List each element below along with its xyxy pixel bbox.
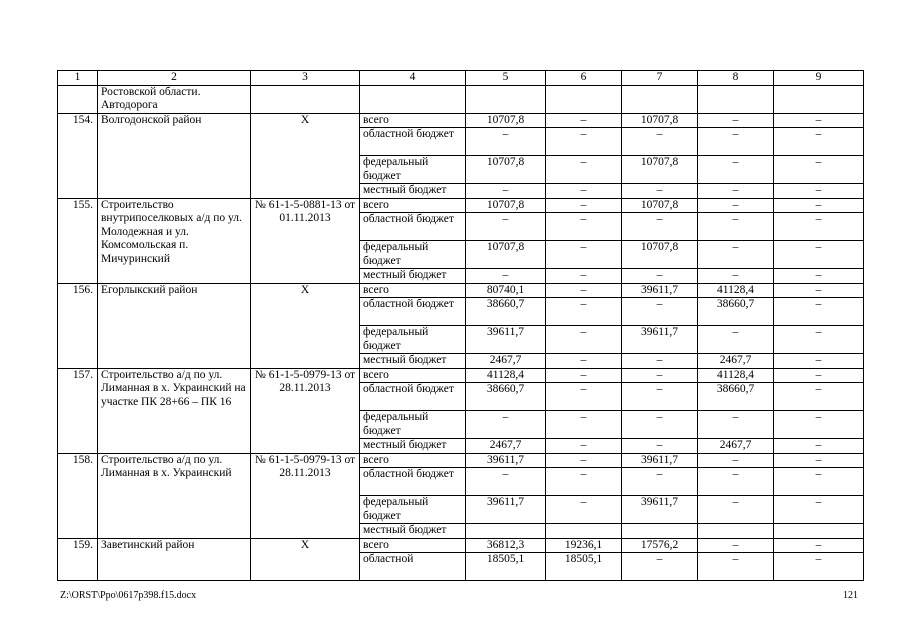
header-cell: 2 xyxy=(98,71,251,86)
budget-type-cell: областной бюджет xyxy=(360,468,466,496)
value-cell: – xyxy=(774,128,864,156)
value-cell: – xyxy=(622,184,698,199)
value-cell: 19236,1 xyxy=(546,538,622,553)
value-cell: 18505,1 xyxy=(546,553,622,581)
row-number-cell xyxy=(58,85,98,113)
value-cell xyxy=(622,85,698,113)
value-cell: – xyxy=(774,368,864,383)
value-cell: – xyxy=(546,354,622,369)
budget-type-cell: всего xyxy=(360,453,466,468)
value-cell: – xyxy=(698,453,774,468)
value-cell xyxy=(698,85,774,113)
value-cell: – xyxy=(466,213,546,241)
value-cell: – xyxy=(622,439,698,454)
value-cell: – xyxy=(774,383,864,411)
value-cell: 36812,3 xyxy=(466,538,546,553)
value-cell: – xyxy=(546,453,622,468)
value-cell: 39611,7 xyxy=(622,453,698,468)
object-name-cell: Егорлыкский район xyxy=(98,283,251,368)
doc-code-cell: Х xyxy=(251,283,360,368)
budget-type-cell: федеральный бюджет xyxy=(360,241,466,269)
table-row-intro xyxy=(58,85,864,113)
value-cell: 41128,4 xyxy=(698,283,774,298)
header-cell: 1 xyxy=(58,71,98,86)
value-cell: 39611,7 xyxy=(622,283,698,298)
value-cell: 39611,7 xyxy=(622,496,698,524)
value-cell: 18505,1 xyxy=(466,553,546,581)
table-row xyxy=(58,368,864,383)
doc-code-cell: № 61-1-5-0881-13 от 01.11.2013 xyxy=(251,198,360,283)
value-cell xyxy=(546,524,622,539)
value-cell xyxy=(622,524,698,539)
value-cell: 10707,8 xyxy=(622,156,698,184)
budget-type-cell: всего xyxy=(360,113,466,128)
value-cell: – xyxy=(622,269,698,284)
value-cell: – xyxy=(546,468,622,496)
value-cell: – xyxy=(774,198,864,213)
budget-type-cell: всего xyxy=(360,283,466,298)
header-cell: 3 xyxy=(251,71,360,86)
value-cell: 10707,8 xyxy=(466,156,546,184)
value-cell: – xyxy=(622,354,698,369)
object-name-cell: Строительство а/д по ул. Лиманная в х. Украинский на участке ПК 28+66 – ПК 16 xyxy=(98,368,251,453)
value-cell: – xyxy=(774,496,864,524)
row-number-cell: 156. xyxy=(58,283,98,368)
table-row xyxy=(58,538,864,553)
value-cell: – xyxy=(622,383,698,411)
table-row xyxy=(58,453,864,468)
value-cell: 17576,2 xyxy=(622,538,698,553)
value-cell: 38660,7 xyxy=(466,298,546,326)
value-cell: – xyxy=(774,553,864,581)
header-cell: 5 xyxy=(466,71,546,86)
row-number-cell: 154. xyxy=(58,113,98,198)
value-cell: 2467,7 xyxy=(698,354,774,369)
header-cell: 9 xyxy=(774,71,864,86)
budget-type-cell: местный бюджет xyxy=(360,439,466,454)
value-cell: – xyxy=(546,156,622,184)
value-cell: – xyxy=(546,269,622,284)
row-number-cell: 159. xyxy=(58,538,98,581)
doc-code-cell: Х xyxy=(251,113,360,198)
value-cell: – xyxy=(698,553,774,581)
row-number-cell: 157. xyxy=(58,368,98,453)
budget-type-cell: местный бюджет xyxy=(360,524,466,539)
doc-code-cell: № 61-1-5-0979-13 от 28.11.2013 xyxy=(251,368,360,453)
value-cell: – xyxy=(698,538,774,553)
value-cell: – xyxy=(698,184,774,199)
value-cell: – xyxy=(774,439,864,454)
budget-type-cell: всего xyxy=(360,198,466,213)
budget-type-cell: областной бюджет xyxy=(360,128,466,156)
table-row xyxy=(58,113,864,128)
value-cell: – xyxy=(698,128,774,156)
doc-code-cell: Х xyxy=(251,538,360,581)
value-cell: – xyxy=(546,198,622,213)
value-cell: – xyxy=(546,411,622,439)
value-cell: – xyxy=(466,411,546,439)
value-cell: – xyxy=(774,213,864,241)
value-cell: 38660,7 xyxy=(698,383,774,411)
object-name-cell: Строительство а/д по ул. Лиманная в х. Украинский xyxy=(98,453,251,538)
value-cell: – xyxy=(622,298,698,326)
header-cell: 6 xyxy=(546,71,622,86)
value-cell: – xyxy=(466,269,546,284)
value-cell: 10707,8 xyxy=(622,113,698,128)
budget-type-cell: областной бюджет xyxy=(360,298,466,326)
footer-file-path: Z:\ORST\Ppo\0617p398.f15.docx xyxy=(60,590,197,601)
value-cell: – xyxy=(774,269,864,284)
value-cell: – xyxy=(546,213,622,241)
value-cell: – xyxy=(774,156,864,184)
value-cell xyxy=(774,524,864,539)
value-cell: – xyxy=(546,298,622,326)
doc-code-cell: № 61-1-5-0979-13 от 28.11.2013 xyxy=(251,453,360,538)
value-cell: – xyxy=(698,496,774,524)
value-cell: – xyxy=(622,553,698,581)
budget-type-cell: всего xyxy=(360,368,466,383)
value-cell: 39611,7 xyxy=(466,326,546,354)
value-cell: – xyxy=(774,538,864,553)
value-cell: 39611,7 xyxy=(622,326,698,354)
budget-type-cell: федеральный бюджет xyxy=(360,326,466,354)
value-cell xyxy=(774,85,864,113)
value-cell: – xyxy=(774,411,864,439)
table-row xyxy=(58,283,864,298)
value-cell: – xyxy=(774,326,864,354)
page-number: 121 xyxy=(843,590,858,601)
value-cell: – xyxy=(698,213,774,241)
value-cell: 38660,7 xyxy=(698,298,774,326)
value-cell: 10707,8 xyxy=(466,113,546,128)
budget-type-cell: местный бюджет xyxy=(360,184,466,199)
table-row xyxy=(58,198,864,213)
budget-type-cell: федеральный бюджет xyxy=(360,411,466,439)
value-cell xyxy=(466,524,546,539)
value-cell: – xyxy=(622,468,698,496)
value-cell: – xyxy=(622,368,698,383)
budget-type-cell: федеральный бюджет xyxy=(360,496,466,524)
value-cell: 2467,7 xyxy=(466,439,546,454)
budget-type-cell: местный бюджет xyxy=(360,269,466,284)
value-cell: 2467,7 xyxy=(698,439,774,454)
value-cell: – xyxy=(774,468,864,496)
budget-type-cell: областной бюджет xyxy=(360,383,466,411)
value-cell: – xyxy=(466,184,546,199)
value-cell: – xyxy=(774,298,864,326)
row-number-cell: 158. xyxy=(58,453,98,538)
budget-type-cell xyxy=(360,85,466,113)
value-cell: – xyxy=(546,326,622,354)
budget-type-cell: всего xyxy=(360,538,466,553)
value-cell: – xyxy=(546,368,622,383)
value-cell: – xyxy=(774,354,864,369)
row-number-cell: 155. xyxy=(58,198,98,283)
header-cell: 8 xyxy=(698,71,774,86)
value-cell: – xyxy=(774,283,864,298)
value-cell: – xyxy=(698,241,774,269)
object-name-cell: Строительство внутрипоселковых а/д по ул. Молодежная и ул. Комсомольская п. Мичуринский xyxy=(98,198,251,283)
value-cell: 38660,7 xyxy=(466,383,546,411)
value-cell: – xyxy=(466,468,546,496)
value-cell: 39611,7 xyxy=(466,453,546,468)
header-cell: 4 xyxy=(360,71,466,86)
value-cell: 10707,8 xyxy=(622,198,698,213)
value-cell: – xyxy=(698,269,774,284)
value-cell: – xyxy=(546,439,622,454)
value-cell: – xyxy=(774,113,864,128)
value-cell: – xyxy=(466,128,546,156)
value-cell: 39611,7 xyxy=(466,496,546,524)
budget-type-cell: федеральный бюджет xyxy=(360,156,466,184)
value-cell: 10707,8 xyxy=(466,198,546,213)
value-cell: – xyxy=(546,496,622,524)
object-name-cell: Волгодонской район xyxy=(98,113,251,198)
value-cell: 41128,4 xyxy=(698,368,774,383)
value-cell: 10707,8 xyxy=(622,241,698,269)
value-cell xyxy=(546,85,622,113)
value-cell: – xyxy=(622,411,698,439)
value-cell: – xyxy=(698,113,774,128)
value-cell: – xyxy=(546,241,622,269)
value-cell: – xyxy=(774,184,864,199)
value-cell: 41128,4 xyxy=(466,368,546,383)
value-cell: – xyxy=(622,213,698,241)
table-header-row xyxy=(58,71,864,86)
value-cell: – xyxy=(546,283,622,298)
value-cell: – xyxy=(774,453,864,468)
value-cell: – xyxy=(698,468,774,496)
value-cell: – xyxy=(698,411,774,439)
value-cell: – xyxy=(546,383,622,411)
object-name-cell: Заветинский район xyxy=(98,538,251,581)
value-cell: 2467,7 xyxy=(466,354,546,369)
budget-type-cell: областной xyxy=(360,553,466,581)
value-cell: 80740,1 xyxy=(466,283,546,298)
value-cell: – xyxy=(774,241,864,269)
value-cell xyxy=(466,85,546,113)
object-name-cell: Ростовской области. Автодорога xyxy=(98,85,251,113)
budget-type-cell: областной бюджет xyxy=(360,213,466,241)
header-cell: 7 xyxy=(622,71,698,86)
value-cell: 10707,8 xyxy=(466,241,546,269)
value-cell: – xyxy=(698,326,774,354)
value-cell: – xyxy=(546,128,622,156)
budget-table xyxy=(57,70,864,581)
value-cell: – xyxy=(546,113,622,128)
value-cell: – xyxy=(546,184,622,199)
value-cell: – xyxy=(698,198,774,213)
value-cell: – xyxy=(698,156,774,184)
value-cell: – xyxy=(622,128,698,156)
budget-type-cell: местный бюджет xyxy=(360,354,466,369)
value-cell xyxy=(698,524,774,539)
doc-code-cell xyxy=(251,85,360,113)
